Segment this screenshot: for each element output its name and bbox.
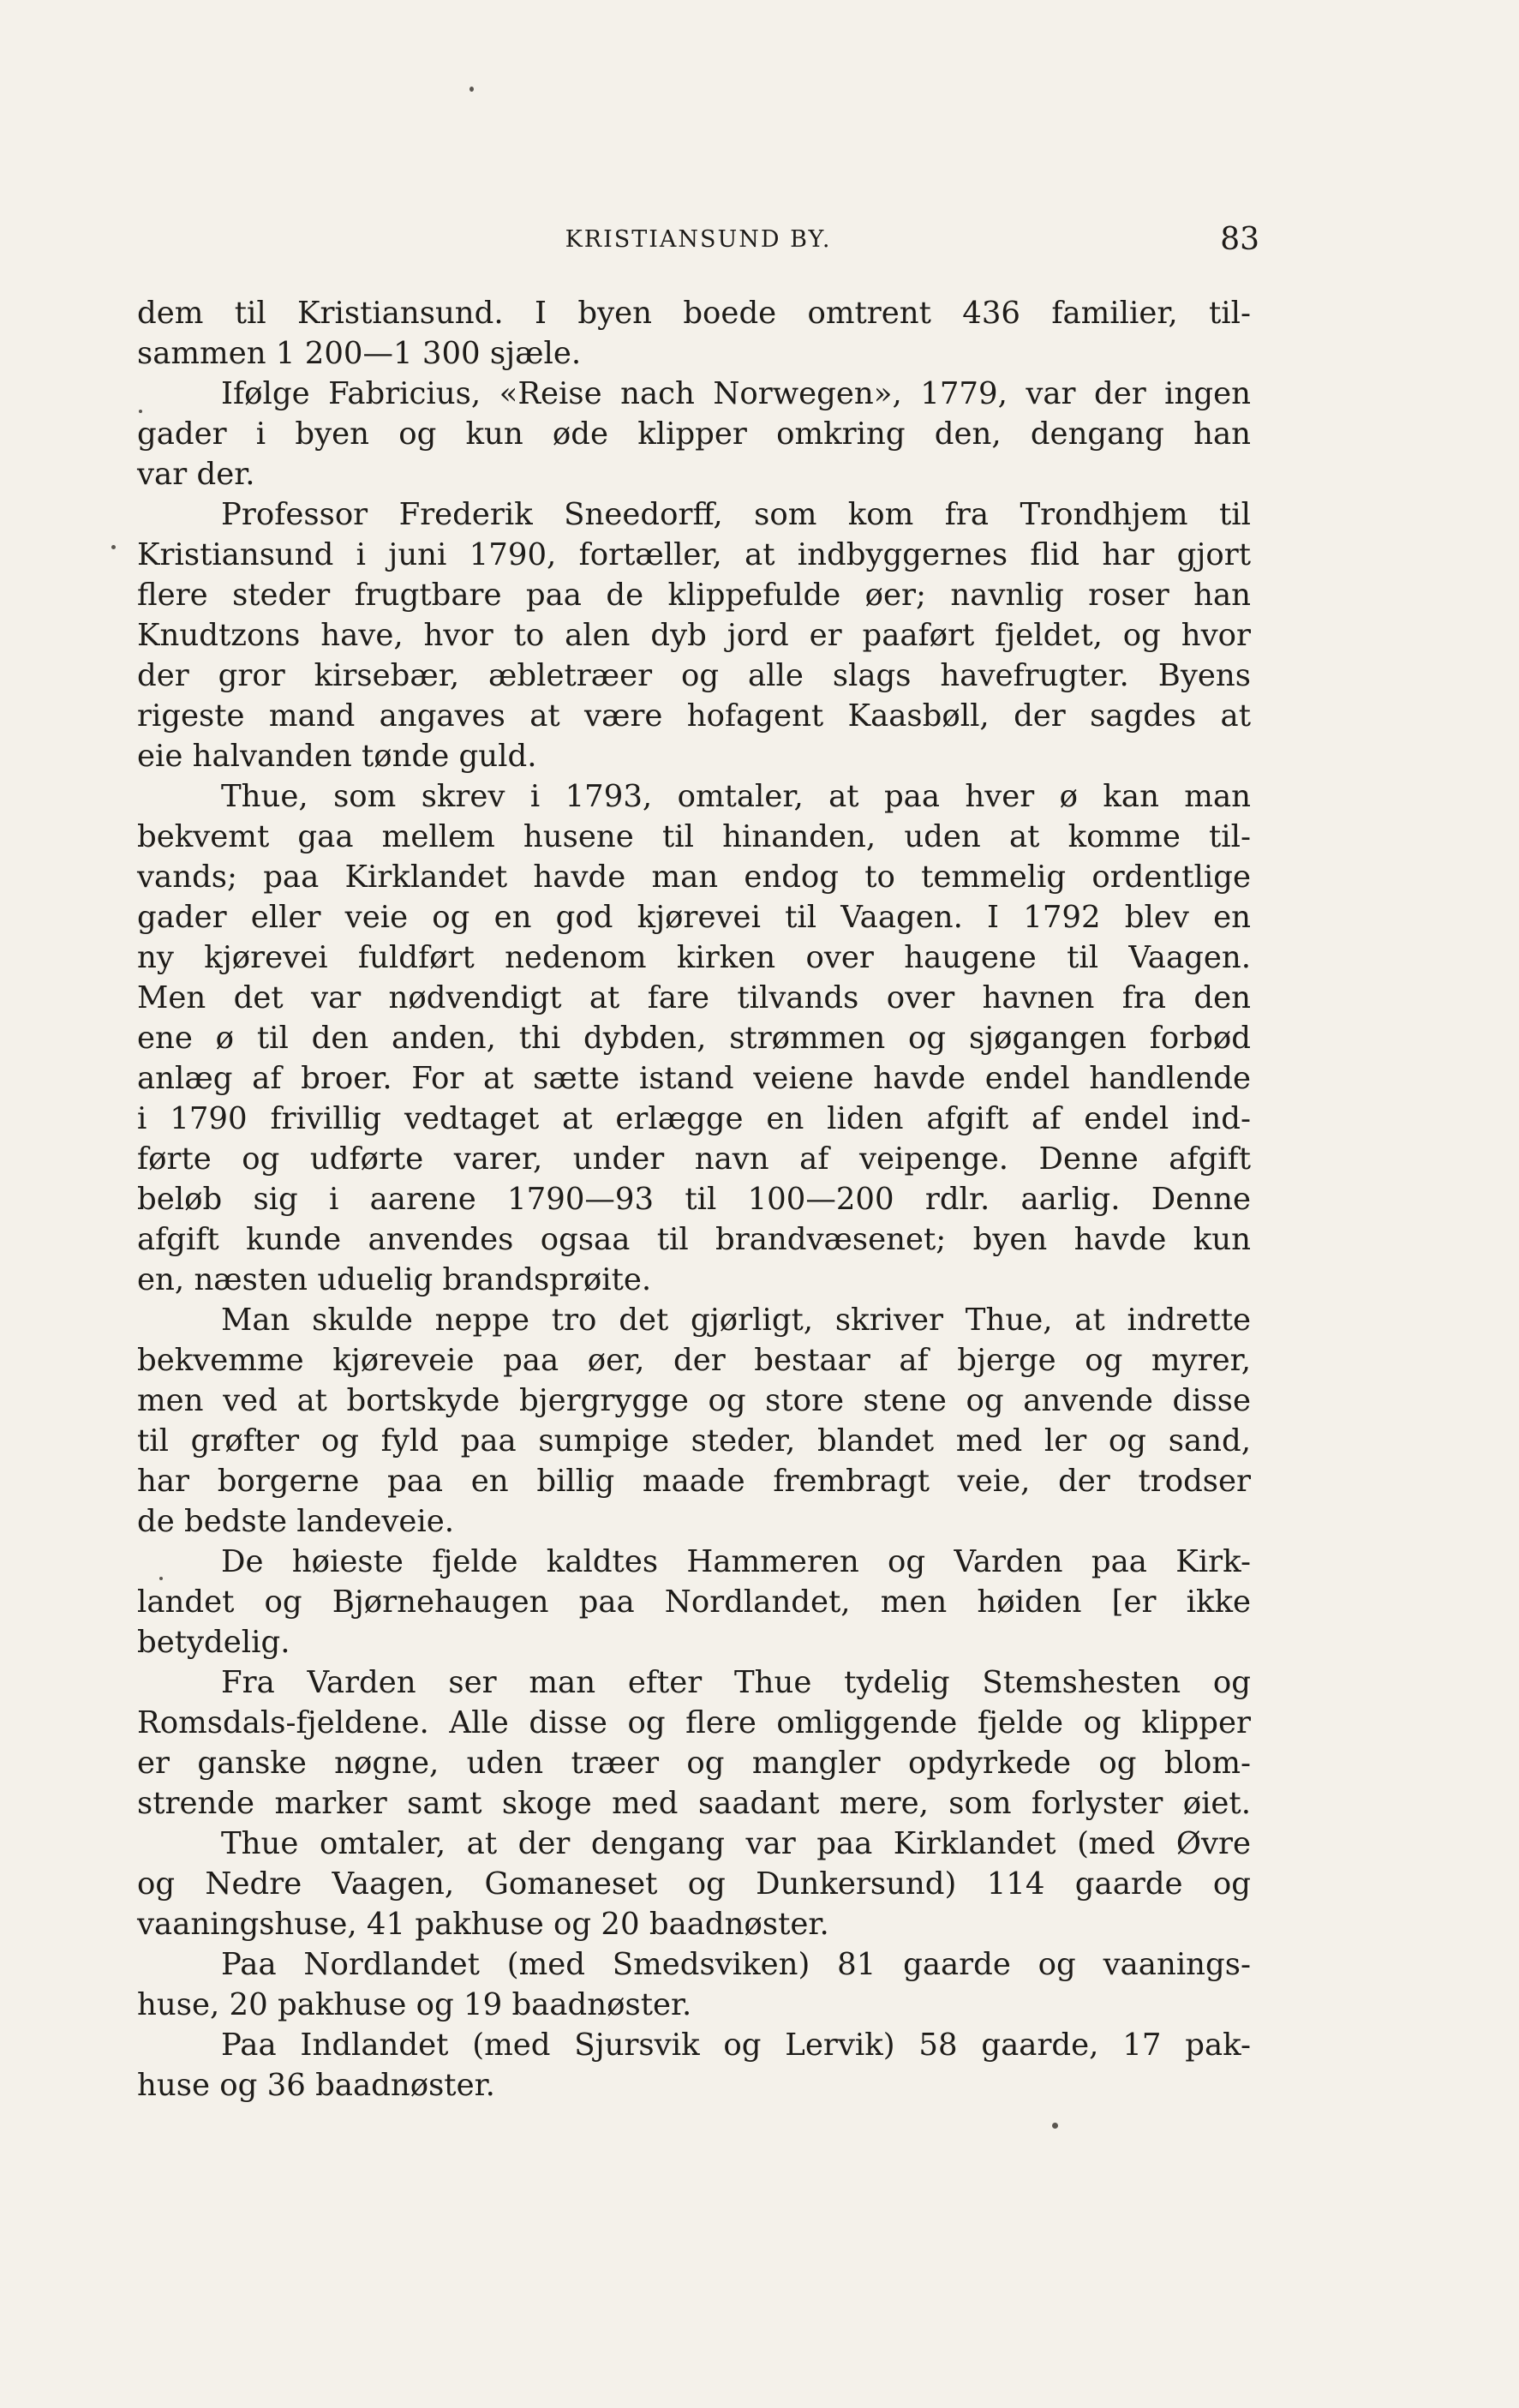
text-line: Men det var nødvendigt at fare tilvands over havnen fra den: [137, 980, 1251, 1015]
page-number: 83: [1220, 222, 1259, 257]
text-line: anlæg af broer. For at sætte istand veiene havde endel handlende: [137, 1061, 1251, 1096]
text-line: Kristiansund i juni 1790, fortæller, at indbyggernes flid har gjort: [137, 537, 1251, 572]
text-line: bekvemt gaa mellem husene til hinanden, uden at komme til-: [137, 819, 1251, 854]
text-line: Paa Indlandet (med Sjursvik og Lervik) 58 gaarde, 17 pak-: [221, 2028, 1251, 2063]
text-line: huse, 20 pakhuse og 19 baadnøster.: [137, 1987, 692, 2022]
page-header: [137, 221, 1259, 259]
text-line: men ved at bortskyde bjergrygge og store stene og anvende disse: [137, 1383, 1251, 1418]
text-line: en, næsten uduelig brandsprøite.: [137, 1262, 652, 1297]
text-line: betydelig.: [137, 1625, 290, 1660]
text-line: gader i byen og kun øde klipper omkring den, dengang han: [137, 416, 1251, 452]
text-line: er ganske nøgne, uden træer og mangler opdyrkede og blom-: [137, 1746, 1251, 1781]
text-line: til grøfter og fyld paa sumpige steder, blandet med ler og sand,: [137, 1423, 1251, 1459]
text-line: ny kjørevei fuldført nedenom kirken over haugene til Vaagen.: [137, 940, 1251, 975]
text-line: Ifølge Fabricius, «Reise nach Norwegen», 1779, var der ingen: [221, 376, 1251, 411]
text-line: og Nedre Vaagen, Gomaneset og Dunkersund) 114 gaarde og: [137, 1866, 1251, 1902]
text-line: strende marker samt skoge med saadant mere, som forlyster øiet.: [137, 1786, 1251, 1821]
body-text: [137, 293, 1251, 2106]
text-line: var der.: [137, 457, 255, 492]
text-line: bekvemme kjøreveie paa øer, der bestaar af bjerge og myrer,: [137, 1343, 1251, 1378]
text-line: beløb sig i aarene 1790—93 til 100—200 rdlr. aarlig. Denne: [137, 1182, 1251, 1217]
text-line: Romsdals-fjeldene. Alle disse og flere omliggende fjelde og klipper: [137, 1705, 1251, 1740]
text-line: sammen 1 200—1 300 sjæle.: [137, 336, 582, 371]
text-line: dem til Kristiansund. I byen boede omtrent 436 familier, til-: [137, 296, 1251, 331]
text-line: Thue omtaler, at der dengang var paa Kirklandet (med Øvre: [221, 1826, 1251, 1861]
text-line: gader eller veie og en god kjørevei til Vaagen. I 1792 blev en: [137, 900, 1251, 935]
print-speck: [111, 545, 116, 549]
print-speck: [1052, 2123, 1058, 2129]
text-line: afgift kunde anvendes ogsaa til brandvæsenet; byen havde kun: [137, 1222, 1251, 1257]
text-line: vands; paa Kirklandet havde man endog to temmelig ordentlige: [137, 860, 1251, 895]
text-line: ene ø til den anden, thi dybden, strømmen og sjøgangen forbød: [137, 1021, 1251, 1056]
text-line: landet og Bjørnehaugen paa Nordlandet, men høiden [er ikke: [137, 1584, 1251, 1620]
text-line: huse og 36 baadnøster.: [137, 2068, 495, 2103]
text-line: Professor Frederik Sneedorff, som kom fra Trondhjem til: [221, 497, 1251, 532]
text-line: Paa Nordlandet (med Smedsviken) 81 gaarde og vaanings-: [221, 1947, 1251, 1982]
text-line: Thue, som skrev i 1793, omtaler, at paa hver ø kan man: [221, 779, 1251, 814]
text-line: har borgerne paa en billig maade frembragt veie, der trodser: [137, 1464, 1251, 1499]
text-line: vaaningshuse, 41 pakhuse og 20 baadnøster.: [137, 1907, 829, 1942]
text-line: Man skulde neppe tro det gjørligt, skriver Thue, at indrette: [221, 1303, 1251, 1338]
text-line: Fra Varden ser man efter Thue tydelig Stemshesten og: [221, 1665, 1251, 1700]
text-line: flere steder frugtbare paa de klippefulde øer; navnlig roser han: [137, 578, 1251, 613]
print-speck: [159, 1577, 163, 1580]
text-line: eie halvanden tønde guld.: [137, 739, 537, 774]
text-line: rigeste mand angaves at være hofagent Kaasbøll, der sagdes at: [137, 698, 1251, 734]
print-speck: [469, 87, 474, 92]
text-line: der gror kirsebær, æbletræer og alle slags havefrugter. Byens: [137, 658, 1251, 693]
text-line: i 1790 frivillig vedtaget at erlægge en liden afgift af endel ind-: [137, 1101, 1251, 1136]
print-speck: [139, 410, 142, 413]
text-line: førte og udførte varer, under navn af veipenge. Denne afgift: [137, 1141, 1251, 1177]
text-line: de bedste landeveie.: [137, 1504, 455, 1539]
text-line: Knudtzons have, hvor to alen dyb jord er paaført fjeldet, og hvor: [137, 618, 1251, 653]
running-head: KRISTIANSUND BY.: [565, 226, 832, 253]
text-line: De høieste fjelde kaldtes Hammeren og Varden paa Kirk-: [221, 1544, 1251, 1579]
